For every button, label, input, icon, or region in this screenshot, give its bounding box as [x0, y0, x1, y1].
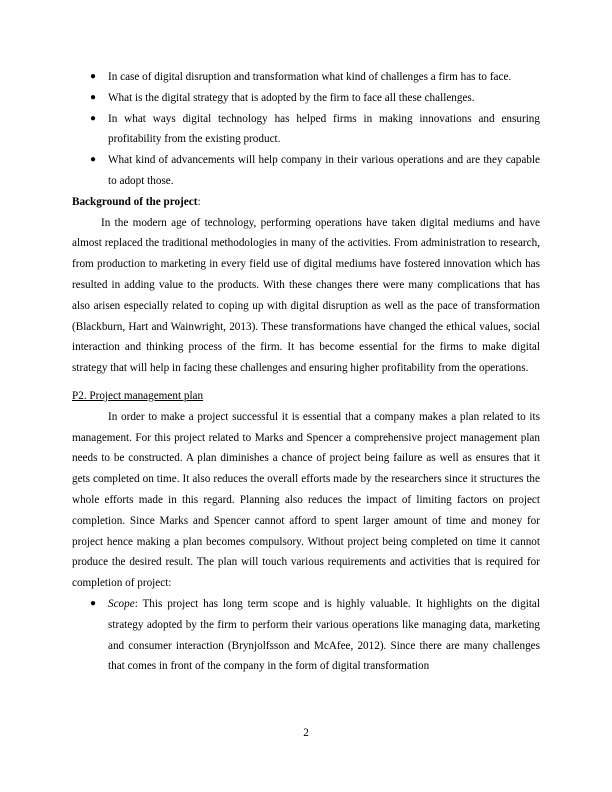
project-plan-paragraph: In order to make a project successful it is essential that a company makes a plan related to its management. For this project related to Marks and Spencer a comprehensive project management plan needs to be constructed. A plan diminishes a chance of project being failure as well as ensures that it gets completed on time. It also reduces the overall efforts made by the researchers since it structures the whole efforts made in this regard. Planning also reduces the impact of limiting factors on project completion. Since Marks and Spencer cannot afford to spent larger amount of time and money for project hence making a plan becomes compulsory. Without project being completed on time it cannot produce the desired result. The plan will touch various requirements and activities that is required for completion of project: — [72, 410, 540, 590]
background-heading-line — [72, 192, 540, 213]
background-heading-colon: : — [197, 195, 201, 208]
bullet-icon: ● — [90, 154, 97, 166]
project-plan-heading: P2. Project management plan — [72, 389, 204, 402]
plan-components-list — [72, 594, 540, 677]
list-item — [72, 150, 540, 192]
bullet-icon: ● — [90, 91, 97, 103]
scope-text: : This project has long term scope and is highly valuable. It highlights on the digital strategy adopted by the firm to perform their various operations like managing data, marketing and consumer interaction (Brynjolfsson and McAfee, 2012). Since there are many challenges that comes in front of the company in the form of digital transformation — [108, 597, 540, 673]
list-item-text: What is the digital strategy that is adopted by the firm to face all these challenges. — [108, 91, 475, 104]
page-number: 2 — [303, 727, 309, 739]
list-item — [72, 88, 540, 109]
research-questions-list — [72, 67, 540, 192]
list-item — [72, 67, 540, 88]
list-item-text: In what ways digital technology has helped firms in making innovations and ensuring profitability from the existing product. — [108, 112, 540, 146]
background-heading: Background of the project — [72, 195, 198, 208]
list-item — [72, 109, 540, 151]
list-item-text: What kind of advancements will help company in their various operations and are they capable to adopt those. — [108, 154, 540, 187]
scope-label: Scope — [108, 597, 135, 610]
bullet-icon: ● — [90, 597, 97, 609]
bullet-icon: ● — [90, 112, 97, 124]
page-content — [72, 67, 540, 677]
bullet-icon: ● — [90, 71, 97, 82]
list-item — [72, 594, 540, 677]
background-paragraph: In the modern age of technology, performing operations have taken digital mediums and have almost replaced the traditional methodologies in many of the activities. From administration to research, from production to marketing in every field use of digital mediums have fostered innovation which has resulted in adding value to the products. With these changes there were many complications that has also arisen especially related to coping up with digital disruption as well as the pace of transformation (Blackburn, Hart and Wainwright, 2013). These transformations have changed the ethical values, social interaction and thinking process of the firm. It has become essential for the firms to make digital strategy that will help in facing these challenges and ensuring higher profitability from the operations. — [72, 216, 540, 375]
list-item-text: In case of digital disruption and transformation what kind of challenges a firm has to face. — [108, 71, 512, 83]
